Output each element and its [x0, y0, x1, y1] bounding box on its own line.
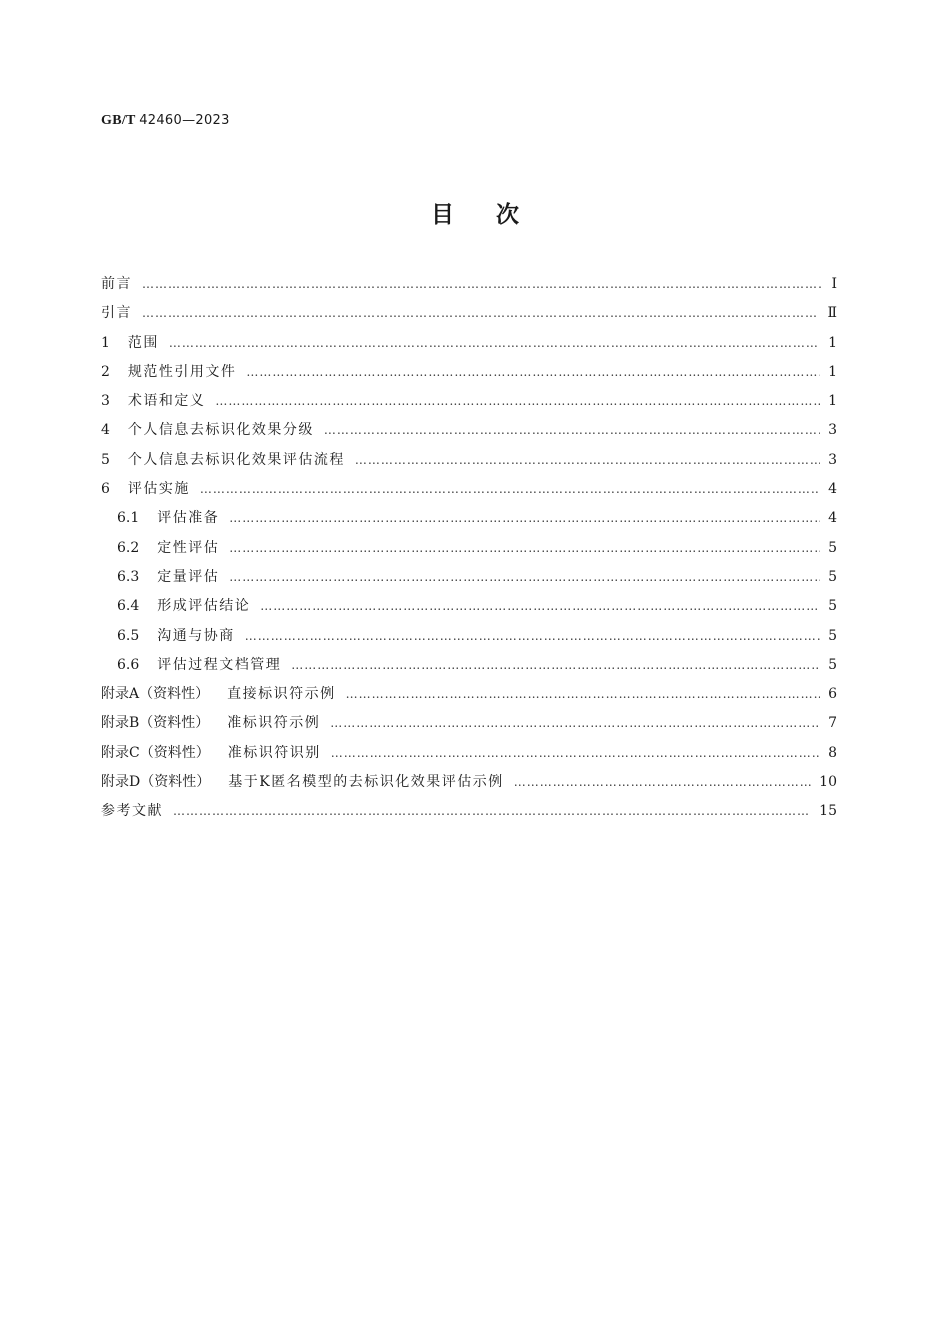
toc-entry-number: 2	[101, 363, 110, 380]
toc-entry[interactable]	[101, 712, 837, 741]
toc-entry-title: 范围	[127, 334, 159, 351]
toc-entry[interactable]	[101, 654, 837, 683]
toc-entry-page: 5	[828, 568, 837, 585]
toc-leader-dots	[200, 478, 820, 500]
toc-entry-page: 3	[828, 422, 837, 439]
toc-leader-dots	[260, 595, 820, 617]
toc-entry-title: 评估过程文档管理	[157, 656, 282, 673]
toc-entry-title: 直接标识符示例	[227, 686, 336, 703]
toc-entry-page: 1	[828, 393, 837, 410]
toc-leader-dots	[331, 742, 820, 764]
toc-entry[interactable]	[101, 478, 837, 507]
toc-entry-title: 规范性引用文件	[127, 363, 237, 380]
toc-entry-number: 附录D（资料性）	[101, 774, 211, 791]
toc-entry-page: 5	[828, 598, 837, 615]
toc-entry[interactable]	[101, 742, 837, 771]
toc-leader-dots	[142, 302, 819, 324]
toc-entry-page: 15	[819, 803, 837, 820]
toc-entry[interactable]	[101, 625, 837, 654]
toc-entry[interactable]	[101, 566, 837, 595]
toc-entry-title: 评估准备	[157, 510, 220, 527]
toc-entry-title: 基于K匿名模型的去标识化效果评估示例	[228, 774, 504, 791]
toc-leader-dots	[291, 654, 820, 676]
toc-leader-dots	[346, 683, 820, 705]
standard-code-number: 42460—2023	[139, 113, 230, 128]
toc-entry[interactable]	[101, 800, 837, 829]
toc-entry-number: 附录A（资料性）	[101, 686, 210, 703]
toc-entry-number: 5	[101, 451, 110, 468]
toc-entry-page: 8	[828, 744, 837, 761]
toc-entry-page: 1	[828, 363, 837, 380]
toc-entry-page: 3	[828, 451, 837, 468]
toc-entry[interactable]	[101, 449, 837, 478]
toc-title: 目次	[431, 202, 561, 228]
toc-entry[interactable]	[101, 361, 837, 390]
toc-entry[interactable]	[101, 771, 837, 800]
toc-entry[interactable]	[101, 537, 837, 566]
toc-entry[interactable]	[101, 683, 837, 712]
toc-leader-dots	[245, 625, 820, 647]
toc-leader-dots	[142, 273, 821, 295]
toc-entry-title: 前言	[101, 276, 132, 292]
toc-leader-dots	[215, 390, 820, 412]
toc-entry-page: 10	[819, 774, 837, 791]
toc-entry-number: 3	[101, 393, 110, 410]
toc-entry-number: 1	[101, 334, 110, 351]
toc-leader-dots	[173, 800, 811, 822]
toc-entry-page: 1	[828, 334, 837, 351]
toc-leader-dots	[229, 507, 820, 529]
toc-entry-title: 准标识符识别	[227, 744, 321, 761]
toc-entry-title: 参考文献	[101, 803, 163, 820]
toc-entry-number: 附录B（资料性）	[101, 715, 210, 732]
toc-entry-page: 4	[828, 481, 837, 498]
toc-entry-number: 4	[101, 422, 110, 439]
toc-entry-title: 评估实施	[127, 481, 190, 498]
toc-leader-dots	[330, 712, 820, 734]
standard-code	[101, 113, 230, 129]
toc-entry-title: 准标识符示例	[227, 715, 321, 732]
toc-entry-number: 6.5	[117, 627, 140, 644]
toc-entry-page: 5	[828, 539, 837, 556]
toc-entry-title: 引言	[101, 305, 132, 322]
table-of-contents	[101, 273, 837, 830]
toc-entry-title: 个人信息去标识化效果评估流程	[127, 451, 345, 468]
toc-entry-page: 4	[828, 510, 837, 527]
standard-code-prefix: GB/T	[101, 113, 136, 128]
toc-entry-page: 6	[828, 686, 837, 703]
toc-entry[interactable]	[101, 595, 837, 624]
toc-entry[interactable]	[101, 419, 837, 448]
toc-entry-title: 个人信息去标识化效果分级	[127, 422, 314, 439]
toc-leader-dots	[229, 537, 820, 559]
toc-leader-dots	[246, 361, 820, 383]
toc-entry[interactable]	[101, 273, 837, 302]
toc-leader-dots	[324, 419, 820, 441]
toc-leader-dots	[169, 332, 820, 354]
toc-entry-number: 6	[101, 481, 110, 498]
toc-entry-number: 6.4	[117, 598, 140, 615]
toc-leader-dots	[229, 566, 820, 588]
toc-entry-number: 6.1	[117, 510, 140, 527]
toc-entry-page: Ⅰ	[831, 276, 837, 292]
toc-entry-page: Ⅱ	[827, 305, 837, 322]
toc-entry-page: 5	[828, 656, 837, 673]
toc-entry-number: 附录C（资料性）	[101, 744, 210, 761]
toc-entry[interactable]	[101, 332, 837, 361]
toc-entry-number: 6.3	[117, 568, 140, 585]
toc-leader-dots	[514, 771, 811, 793]
toc-entry-number: 6.2	[117, 539, 140, 556]
toc-leader-dots	[355, 449, 820, 471]
toc-entry-title: 术语和定义	[127, 393, 206, 410]
toc-entry-title: 沟通与协商	[157, 627, 235, 644]
toc-entry-title: 定量评估	[157, 568, 220, 585]
toc-entry-title: 定性评估	[157, 539, 220, 556]
toc-entry-page: 7	[828, 715, 837, 732]
toc-entry-page: 5	[828, 627, 837, 644]
toc-entry[interactable]	[101, 507, 837, 536]
toc-entry-title: 形成评估结论	[157, 598, 251, 615]
toc-entry-number: 6.6	[117, 656, 140, 673]
toc-entry[interactable]	[101, 302, 837, 331]
toc-entry[interactable]	[101, 390, 837, 419]
